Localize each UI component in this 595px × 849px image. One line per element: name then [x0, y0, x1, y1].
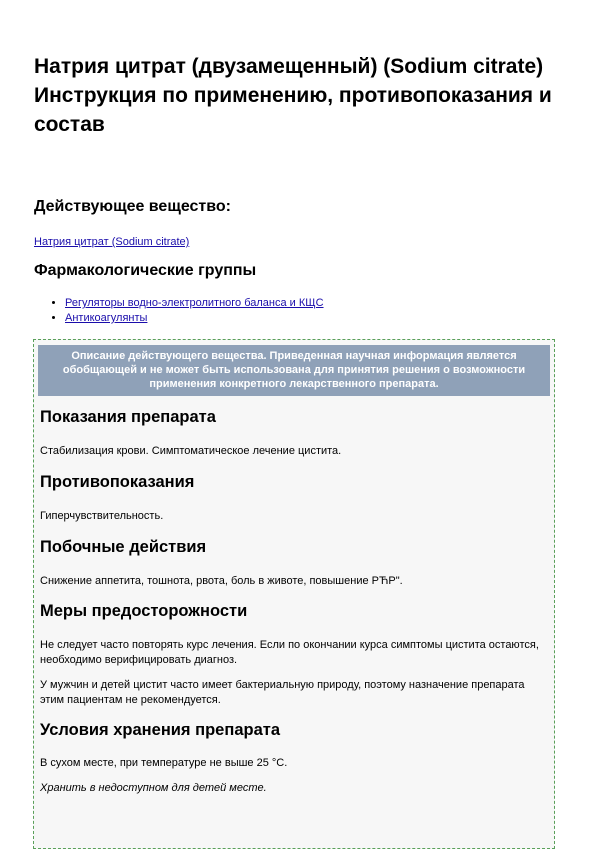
drug-info-box [33, 339, 555, 849]
storage-text: В сухом месте, при температуре не выше 25 °C. [40, 757, 288, 769]
pharm-group-link-1[interactable]: Регуляторы водно-электролитного баланса и КЩС [65, 297, 324, 309]
active-substance-heading: Действующее вещество: [34, 198, 231, 215]
pharm-group-link-2[interactable]: Антикоагулянты [65, 312, 148, 324]
precautions-text-2: У мужчин и детей цистит часто имеет бактериальную природу, поэтому назначение препарата этим пациентам не рекомендуется. [40, 679, 525, 706]
contraindications-text: Гиперчувствительность. [40, 510, 164, 522]
pharm-groups-list [34, 296, 324, 326]
side-effects-heading: Побочные действия [40, 538, 207, 556]
indications-heading: Показания препарата [40, 408, 216, 426]
contraindications-heading: Противопоказания [40, 473, 195, 491]
page-title-subtitle: Инструкция по применению, противопоказания и состав [34, 84, 552, 136]
active-substance-link[interactable]: Натрия цитрат (Sodium citrate) [34, 236, 190, 248]
list-item [65, 296, 324, 311]
indications-text: Стабилизация крови. Симптоматическое лечение цистита. [40, 445, 342, 457]
storage-note: Хранить в недоступном для детей месте. [40, 782, 267, 794]
side-effects-text: Снижение аппетита, тошнота, рвота, боль в животе, повышение РЋР". [40, 575, 403, 587]
page-title-drug: Натрия цитрат (двузамещенный) (Sodium citrate) [34, 55, 544, 78]
precautions-heading: Меры предосторожности [40, 602, 248, 620]
page-title [34, 52, 564, 139]
pharm-groups-heading: Фармакологические группы [34, 262, 257, 279]
list-item [65, 311, 324, 326]
storage-heading: Условия хранения препарата [40, 721, 281, 739]
disclaimer-banner: Описание действующего вещества. Приведенная научная информация является обобщающей и не может быть использована для принятия решения о возможности применения конкретного лекарственного препарата. [38, 345, 550, 396]
precautions-text-1: Не следует часто повторять курс лечения. Если по окончании курса симптомы цистита остаются, необходимо верифицировать диагноз. [40, 639, 539, 666]
